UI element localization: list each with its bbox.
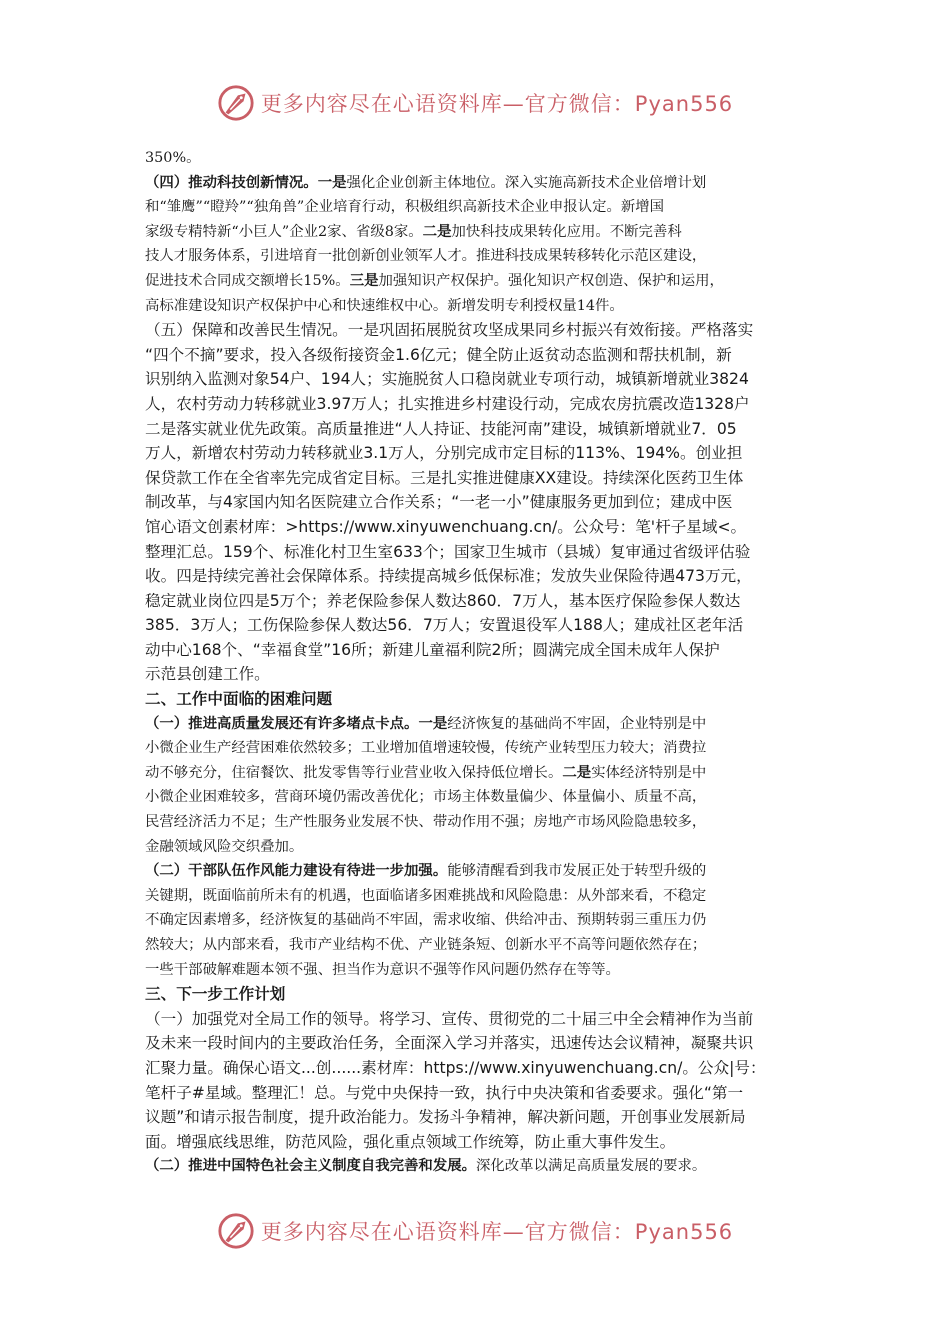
text-run: 面。增强底线思维，防范风险，强化重点领域工作统筹，防止重大事件发生。	[145, 1132, 676, 1151]
text-line	[145, 1031, 810, 1056]
text-line	[145, 589, 810, 614]
bold-text-run: 二是	[422, 223, 452, 240]
text-line	[145, 244, 810, 269]
text-line	[145, 490, 810, 515]
bold-text-run: 一是	[418, 715, 448, 732]
text-line	[145, 466, 810, 491]
bold-text-run: （二）干部队伍作风能力建设有待进一步加强。	[145, 863, 448, 880]
text-line	[145, 171, 810, 196]
text-line	[145, 441, 810, 466]
text-run: 议题”和请示报告制度，提升政治能力。发扬斗争精神，解决新问题，开创事业发展新局	[145, 1108, 746, 1127]
text-run: 笔杆子#星域。整理汇！总。与党中央保持一致，执行中央决策和省委要求。强化“第一	[145, 1083, 744, 1102]
footer-watermark-banner	[0, 1208, 950, 1254]
text-run: 稳定就业岗位四是5万个；养老保险参保人数达860．7万人，基本医疗保险参保人数达	[145, 591, 741, 610]
text-run: 及未来一段时间内的主要政治任务，全面深入学习并落实，迅速传达会议精神，凝聚共识	[145, 1034, 754, 1053]
text-line	[145, 761, 810, 786]
text-line	[145, 810, 810, 835]
text-line	[145, 220, 810, 245]
text-line	[145, 712, 810, 737]
text-run: 强化企业创新主体地位。深入实施高新技术企业倍增计划	[346, 174, 707, 191]
text-line	[145, 662, 810, 687]
text-run: 能够清醒看到我市发展正处于转型升级的	[447, 863, 707, 880]
text-run: 民营经济活力不足；生产性服务业发展不快、带动作用不强；房地产市场风险隐患较多，	[145, 814, 707, 831]
text-run: 深化改革以满足高质量发展的要求。	[476, 1158, 707, 1175]
text-line	[145, 540, 810, 565]
text-run: 动中心168个、“幸福食堂”16所；新建儿童福利院2所；圆满完成全国未成年人保护	[145, 640, 720, 659]
text-run: 加强知识产权保护。强化知识产权创造、保护和运用，	[378, 272, 724, 289]
bold-text-run: 一是	[317, 174, 347, 191]
text-run: 金融领域风险交织叠加。	[145, 838, 304, 855]
text-run: 二是落实就业优先政策。高质量推进“人人持证、技能河南”建设，城镇新增就业7．05	[145, 419, 737, 438]
text-line	[145, 343, 810, 368]
text-run: 和“雏鹰”“瞪羚”“独角兽”企业培育行动，积极组织高新技术企业申报认定。新增国	[145, 199, 665, 216]
text-run: 然较大；从内部来看，我市产业结构不优、产业链条短、创新水平不高等问题依然存在；	[145, 937, 707, 953]
text-run: 高标准建设知识产权保护中心和快速维权中心。新增发明专利授权量14件。	[145, 297, 624, 314]
text-line	[145, 859, 810, 884]
text-run: 三、下一步工作计划	[145, 985, 286, 1004]
text-run: 万人，新增农村劳动力转移就业3.1万人，分别完成市定目标的113%、194%。创业担	[145, 444, 743, 463]
text-line	[145, 884, 810, 909]
text-line	[145, 638, 810, 663]
text-line	[145, 195, 810, 220]
text-line	[145, 318, 810, 343]
text-run: 整理汇总。159个、标准化村卫生室633个；国家卫生城市（县城）复审通过省级评估验	[145, 542, 751, 561]
text-line	[145, 835, 810, 860]
text-line	[145, 1154, 810, 1179]
text-run: 经济恢复的基础尚不牢固，企业特别是中	[447, 715, 707, 732]
text-line	[145, 908, 810, 933]
banner-text: 更多内容尽在心语资料库—官方微信：Pyan556	[260, 92, 734, 116]
text-run: 实体经济特别是中	[591, 764, 707, 781]
text-run: 小微企业生产经营困难依然较多；工业增加值增速较慢，传统产业转型压力较大；消费拉	[145, 740, 707, 757]
bold-text-run: 二是	[562, 764, 592, 781]
text-run: 馆心语文创素材库：>https://www.xinyuwenchuang.cn/。公众号：笔'杆子星域<。	[145, 517, 747, 536]
text-run: （五）保障和改善民生情况。一是巩固拓展脱贫攻坚成果同乡村振兴有效衔接。严格落实	[145, 321, 754, 340]
text-run: 示范县创建工作。	[145, 665, 270, 684]
text-run: 小微企业困难较多，营商环境仍需改善优化；市场主体数量偏少、体量偏小、质量不高，	[145, 789, 707, 806]
text-line	[145, 146, 810, 171]
text-line	[145, 1056, 810, 1081]
bold-text-run: （一）推进高质量发展还有许多堵点卡点。	[145, 715, 419, 732]
section-heading	[145, 982, 810, 1007]
text-run: 家级专精特新“小巨人”企业2家、省级8家。	[145, 223, 423, 240]
text-run: 保贷款工作在全省率先完成省定目标。三是扎实推进健康XX建设。持续深化医药卫生体	[145, 468, 744, 487]
text-run: 人，农村劳动力转移就业3.97万人；扎实推进乡村建设行动，完成农房抗震改造1328户	[145, 394, 750, 413]
text-line	[145, 269, 810, 294]
text-run: 制改革，与4家国内知名医院建立合作关系；“一老一小”健康服务更加到位；建成中医	[145, 493, 733, 512]
text-run: 关键期，既面临前所未有的机遇，也面临诸多困难挑战和风险隐患：从外部来看，不稳定	[145, 887, 707, 904]
document-body	[145, 146, 810, 1179]
text-line	[145, 367, 810, 392]
text-line	[145, 958, 810, 983]
text-line	[145, 1007, 810, 1032]
text-line	[145, 1105, 810, 1130]
text-run: “四个不摘”要求，投入各级衔接资金1.6亿元；健全防止返贫动态监测和帮扶机制，新	[145, 345, 732, 364]
bold-text-run: （二）推进中国特色社会主义制度自我完善和发展。	[145, 1158, 476, 1175]
text-run: 350%。	[145, 150, 201, 166]
bold-text-run: （四）推动科技创新情况。	[145, 174, 318, 191]
text-line	[145, 515, 810, 540]
text-run: （一）加强党对全局工作的领导。将学习、宣传、贯彻党的二十届三中全会精神作为当前	[145, 1009, 754, 1028]
text-line	[145, 564, 810, 589]
text-run: 二、工作中面临的困难问题	[145, 690, 333, 709]
text-run: 收。四是持续完善社会保障体系。持续提高城乡低保标准；发放失业保险待遇473万元，	[145, 567, 752, 586]
text-line	[145, 1130, 810, 1155]
header-watermark-banner	[0, 80, 950, 126]
text-run: 动不够充分，住宿餐饮、批发零售等行业营业收入保持低位增长。	[145, 764, 563, 781]
banner-text: 更多内容尽在心语资料库—官方微信：Pyan556	[260, 1220, 734, 1244]
text-run: 促进技术合同成交额增长15%。	[145, 272, 350, 289]
text-run: 加快科技成果转化应用。不断完善科	[451, 223, 682, 240]
text-line	[145, 785, 810, 810]
text-run: 一些干部破解难题本领不强、担当作为意识不强等作风问题仍然存在等等。	[145, 961, 620, 978]
text-run: 识别纳入监测对象54户、194人；实施脱贫人口稳岗就业专项行动，城镇新增就业3824	[145, 370, 749, 389]
pen-nib-logo-icon	[217, 84, 255, 122]
text-run: 385．3万人；工伤保险参保人数达56．7万人；安置退役军人188人；建成社区老年活	[145, 616, 744, 635]
text-line	[145, 417, 810, 442]
pen-nib-logo-icon	[217, 1212, 255, 1250]
text-line	[145, 933, 810, 958]
text-line	[145, 1081, 810, 1106]
text-line	[145, 294, 810, 319]
section-heading	[145, 687, 810, 712]
text-line	[145, 736, 810, 761]
text-run: 不确定因素增多，经济恢复的基础尚不牢固，需求收缩、供给冲击、预期转弱三重压力仍	[145, 912, 707, 929]
text-run: 技人才服务体系，引进培育一批创新创业领军人才。推进科技成果转移转化示范区建设，	[145, 248, 707, 265]
bold-text-run: 三是	[349, 272, 379, 289]
text-run: 汇聚力量。确保心语文...创......素材库：https://www.xinyuwenchuang.cn/。公众|号：	[145, 1058, 766, 1077]
text-line	[145, 613, 810, 638]
text-line	[145, 392, 810, 417]
